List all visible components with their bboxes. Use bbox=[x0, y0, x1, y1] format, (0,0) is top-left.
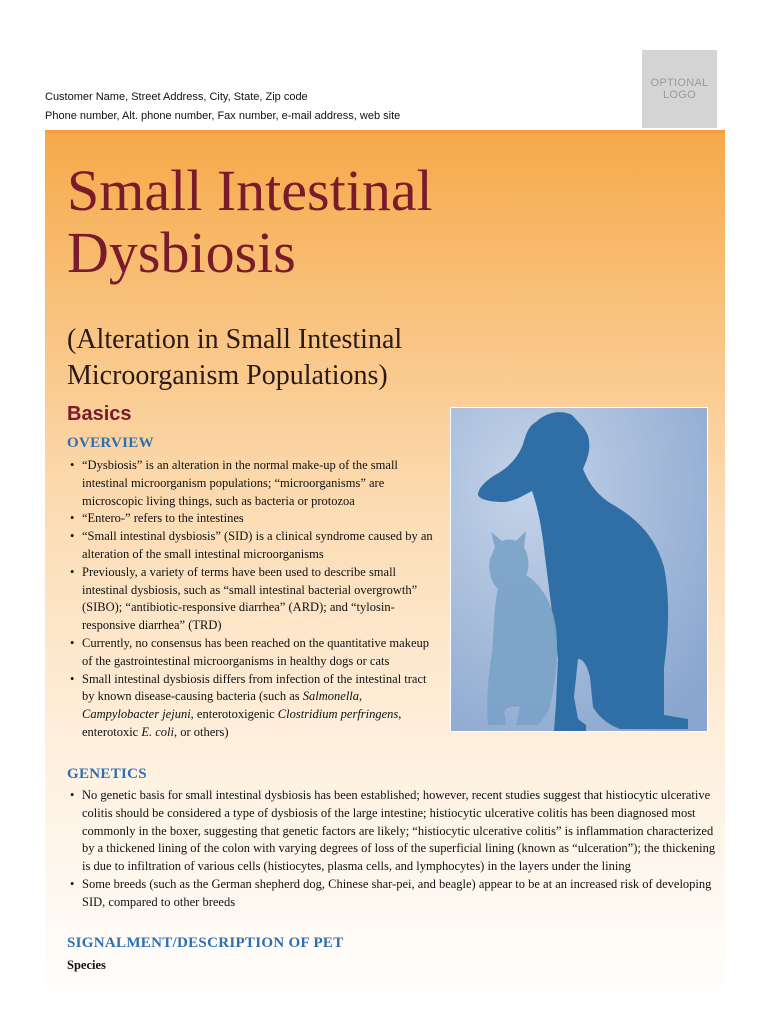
bacteria-name-ecoli: E. coli, bbox=[141, 724, 178, 739]
bacteria-name-clostridium: Clostridium perfringens bbox=[277, 707, 399, 722]
contact-address: Customer Name, Street Address, City, State, Zip code bbox=[45, 91, 308, 103]
overview-list bbox=[67, 457, 442, 742]
list-item: • Currently, no consensus has been reached on the quantitative makeup of the gastrointestinal microorganisms in healthy dogs or cats bbox=[67, 635, 442, 671]
genetics-list bbox=[67, 787, 717, 912]
page-title bbox=[67, 160, 433, 284]
list-item: • No genetic basis for small intestinal dysbiosis has been established; however, recent studies suggest that histiocytic ulcerative colitis should be considered a type of dysbiosis of the large intestine; histiocytic ulcerative colitis has been diagnosed most commonly in the boxer, suggesting that genetic factors are likely; “histiocytic ulcerative colitis” is inflammation characterized by a thickened lining of the colon with varying degrees of loss of the superficial lining (known as “ulceration”); the thickening is due to infiltration of various cells (histiocytes, plasma cells, and lymphocytes) in the layers under the lining bbox=[67, 787, 717, 876]
subtitle-line-1: (Alteration in Small Intestinal bbox=[67, 324, 403, 355]
list-item: • “Dysbiosis” is an alteration in the normal make-up of the small intestinal microorganism populations; “microorganisms” are microscopic living things, such as bacteria or protozoa bbox=[67, 457, 442, 510]
bacteria-name-campylobacter: Campylobacter jejuni bbox=[82, 707, 191, 722]
list-item: • “Small intestinal dysbiosis” (SID) is a clinical syndrome caused by an alteration of the small intestinal microorganisms bbox=[67, 528, 442, 564]
contact-phone-email: Phone number, Alt. phone number, Fax number, e-mail address, web site bbox=[45, 110, 401, 122]
page-subtitle bbox=[67, 322, 402, 394]
list-item-text: , enterotoxigenic bbox=[190, 707, 278, 722]
signalment-heading: SIGNALMENT/DESCRIPTION OF PET bbox=[67, 935, 344, 951]
genetics-heading: GENETICS bbox=[67, 766, 147, 782]
list-item: • Previously, a variety of terms have been used to describe small intestinal dysbiosis, such as “small intestinal bacterial overgrowth” (SIBO); “antibiotic-responsive diarrhea” (ARD); and “tylosin-responsive diarrhea” (TRD) bbox=[67, 564, 442, 635]
dog-and-cat-silhouette-icon bbox=[450, 407, 708, 732]
title-line-2: Dysbiosis bbox=[67, 220, 296, 285]
title-line-1: Small Intestinal bbox=[67, 158, 433, 223]
optional-logo-placeholder bbox=[642, 50, 717, 128]
bacteria-name-salmonella: Salmonella bbox=[302, 689, 360, 704]
list-item: • “Entero-” refers to the intestines bbox=[67, 510, 442, 528]
list-item-text: , enterotoxic bbox=[82, 707, 402, 739]
species-subheading: Species bbox=[67, 958, 106, 972]
list-item-text: , bbox=[359, 689, 363, 704]
list-item-text: Small intestinal dysbiosis differs from infection of the intestinal tract by known disease-causing bacteria (such as bbox=[82, 671, 427, 704]
basics-heading: Basics bbox=[67, 403, 132, 425]
logo-text-line-1: OPTIONAL bbox=[650, 77, 709, 89]
header-divider bbox=[45, 130, 725, 133]
logo-text-line-2: LOGO bbox=[663, 89, 696, 101]
list-item: • Some breeds (such as the German shepherd dog, Chinese shar-pei, and beagle) appear to be at an increased risk of developing SID, compared to other breeds bbox=[67, 876, 717, 912]
subtitle-line-2: Microorganism Populations) bbox=[67, 360, 388, 391]
list-item bbox=[67, 671, 442, 742]
list-item-text: or others) bbox=[177, 724, 229, 739]
overview-heading: OVERVIEW bbox=[67, 435, 154, 451]
